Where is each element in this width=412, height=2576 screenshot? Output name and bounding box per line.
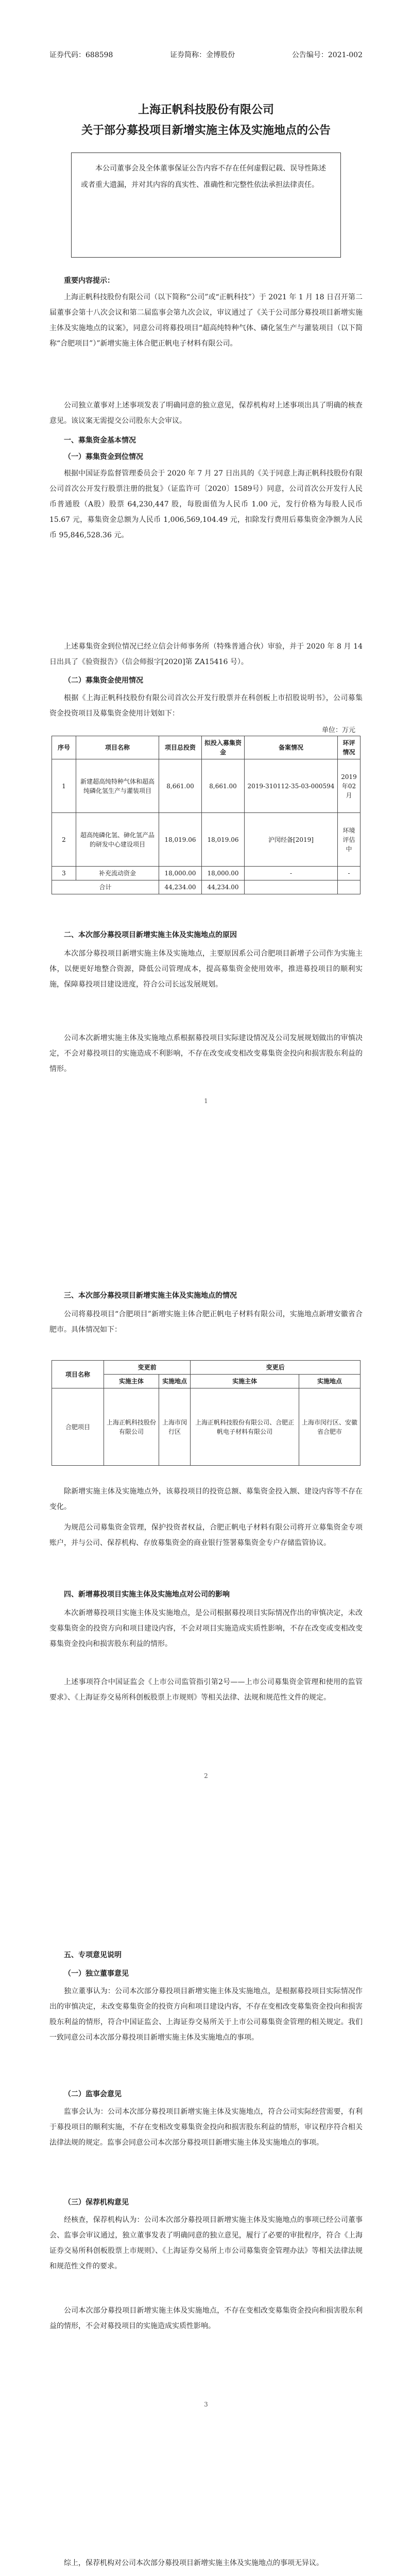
table-cell: 上海正帆科技股份有限公司、合肥正帆电子材料有限公司 [191,1388,299,1466]
table-cell: - [245,867,338,880]
table-cell: 2019年02月 [338,759,360,813]
announcement-no: 公告编号：2021-002 [291,51,363,59]
table-cell: 补充流动资金 [76,867,159,880]
body-paragraph: 公司本次新增实施主体及实施地点系根据募投项目实际建设情况及公司发展规划做出的审慎决定，不会对募投项目的实施造成不利影响，不存在改变或变相改变募集资金投向和损害股东利益的情形。 [49,1034,363,1073]
body-paragraph: 根据《上海正帆科技股份有限公司首次公开发行股票并在科创板上市招股说明书》，公司募集资金投资项目及募集资金使用计划如下： [49,694,363,718]
body-paragraph: 本次部分募投项目新增实施主体及实施地点，主要原因系公司合肥项目新增子公司作为实施主体，以便更好地整合资源，降低公司管理成本，提高募集资金使用效率，推进募投项目的顺利实施，保障募投项目建设进度，符合公司长远发展规划。 [49,950,363,989]
body-paragraph: 公司本次部分募投项目新增实施主体及实施地点，不存在变相改变募集资金投向和损害股东利益的情形，不会对募投项目的实施造成实质性影响。 [49,2307,363,2330]
stock-short-name: 证券简称：金博股份 [170,51,235,59]
intro-paragraph: 上海正帆科技股份有限公司（以下简称“公司”或“正帆科技”）于 2021 年 1 月 18 日召开第二届董事会第十八次会议和第二届监事会第九次会议，审议通过了《关于公司部分募投项目新增实施主体及实施地点的议案》，同意公司将募投项目“超高纯特种气体、磷化氢生产与灌装项目（以下简称“合肥项目”）”新增实施主体合肥正帆电子材料有限公司。 [49,293,363,348]
body-paragraph: 上述募集资金到位情况已经立信会计师事务所（特殊普通合伙）审验，并于 2020 年 8 月 14 日出具了《验资报告》（信会师报字[2020]第 ZA15416 号）。 [49,642,363,666]
table-header: 变更前 [104,1361,191,1375]
table-cell: 18,019.06 [159,813,202,867]
table-cell: 新建超高纯特种气体和超高纯磷化氢生产与灌装项目 [76,759,159,813]
subsection-heading: （二）募集资金使用情况 [64,676,143,685]
section-heading: 五、专项意见说明 [64,1951,122,1959]
body-paragraph: 上述事项符合中国证监会《上市公司监管指引第2号——上市公司募集资金管理和使用的监管要求》、《上海证券交易所科创板股票上市规则》等相关法律、法规和规范性文件的规定。 [49,1678,363,1702]
intro-paragraph: 公司独立董事对上述事项发表了明确同意的独立意见，保荐机构对上述事项出具了明确的核查意见。该议案无需提交公司股东大会审议。 [49,401,363,425]
table-header: 实施地点 [159,1375,191,1388]
table-total-row [52,880,360,894]
unit-label: 单位：万元 [321,726,355,734]
section-heading: 二、本次部分募投项目新增实施主体及实施地点的原因 [64,931,237,939]
table-header: 项目名称 [76,736,159,759]
table-row [52,759,360,813]
table-cell [245,880,338,894]
section-heading: 四、新增募投项目实施主体及实施地点对公司的影响 [64,1590,230,1599]
table-header-row [52,736,360,759]
table-row [52,813,360,867]
header-bar [49,49,363,61]
table-header: 实施主体 [104,1375,159,1388]
subsection-heading: （三）保荐机构意见 [64,2198,129,2207]
body-paragraph: 公司将募投项目“合肥项目”新增实施主体合肥正帆电子材料有限公司，实施地点新增安徽省合肥市。具体情况如下： [49,1310,363,1334]
body-paragraph: 本次新增募投项目实施主体及实施地点，是公司根据募投项目实际情况作出的审慎决定，未改变募集资金的投资方向和项目建设内容，不会对项目实施造成实质性影响，不存在改变或变相改变募集资金投向和损害股东利益的情形。 [49,1609,363,1648]
table-cell: 44,234.00 [159,880,202,894]
table-header-row [52,1361,360,1375]
table-cell: 8,661.00 [159,759,202,813]
body-paragraph: 除新增实施主体及实施地点外，该募投项目的投资总额、募集资金投入额、建设内容等不存在变化。 [49,1487,363,1511]
table-header: 项目总投资 [159,736,202,759]
subsection-heading: （二）监事会意见 [64,2090,122,2098]
table-header: 序号 [52,736,76,759]
subsection-heading: （一）独立董事意见 [64,1970,129,1978]
company-title: 上海正帆科技股份有限公司 [138,103,274,116]
body-paragraph: 独立董事认为：公司本次部分募投项目新增实施主体及实施地点，是根据募投项目实际情况作出的审慎决定，未改变募集资金的投资方向和项目建设内容，不存在变相改变募集资金投向和损害股东利益的情形，符合中国证监会、上海证券交易所关于上市公司募集资金管理的相关规定。我们一致同意公司本次部分募投项目新增实施主体及实施地点的事项。 [49,1987,363,2042]
disclaimer-box: 本公司董事会及全体董事保证公告内容不存在任何虚假记载、误导性陈述或者重大遗漏，并对其内容的真实性、准确性和完整性依法承担法律责任。 [71,152,341,258]
table-cell: 上海正帆科技股份有限公司 [104,1388,159,1466]
table-cell: - [338,867,360,880]
table-cell: 沪闵经备[2019] [245,813,338,867]
table-cell: 18,019.06 [202,813,245,867]
body-paragraph: 综上，保荐机构对公司本次部分募投项目新增实施主体及实施地点的事项无异议。 [64,2559,323,2567]
table-cell: 环境评估中 [338,813,360,867]
table-header: 拟投入募集资金 [202,736,245,759]
section-heading: 一、募集资金基本情况 [64,436,136,445]
table-cell: 2 [52,813,76,867]
investment-table [52,736,360,894]
page-number: 3 [204,2401,208,2408]
table-cell: 上海市闵行区 [159,1388,191,1466]
table-cell: 2019-310112-35-03-000594 [245,759,338,813]
table-row [52,867,360,880]
page-number: 1 [204,1097,208,1105]
table-header: 备案情况 [245,736,338,759]
table-cell: 3 [52,867,76,880]
page-number: 2 [204,1772,208,1780]
table-cell: 超高纯磷化氢、砷化氢产品的研发中心建设项目 [76,813,159,867]
table-header: 环评情况 [338,736,360,759]
intro-heading: 重要内容提示： [64,277,114,285]
change-table [52,1360,360,1466]
subsection-heading: （一）募集资金到位情况 [64,453,143,461]
stock-code: 证券代码：688598 [49,51,113,59]
table-cell: 合计 [52,880,159,894]
body-paragraph: 经核查，保荐机构认为：公司本次部分募投项目新增实施主体及实施地点的事项已经公司董事会、监事会审议通过，独立董事发表了明确同意的独立意见，履行了必要的审批程序，符合《上海证券交易所科创板股票上市规则》、《上海证券交易所上市公司募集资金管理办法》等相关法律法规和规范性文件的要求。 [49,2216,363,2270]
table-cell: 18,000.00 [159,867,202,880]
table-cell: 44,234.00 [202,880,245,894]
table-cell: 1 [52,759,76,813]
body-paragraph: 为规范公司募集资金管理，保护投资者权益，合肥正帆电子材料有限公司将开立募集资金专项账户，并与公司、保荐机构、存放募集资金的商业银行签署募集资金专户存储监管协议。 [49,1523,363,1547]
table-cell: 8,661.00 [202,759,245,813]
table-header: 变更后 [191,1361,360,1375]
announcement-title: 关于部分募投项目新增实施主体及实施地点的公告 [81,124,331,137]
body-paragraph: 根据中国证券监督管理委员会于 2020 年 7 月 27 日出具的《关于同意上海正帆科技股份有限公司首次公开发行股票注册的批复》（证监许可〔2020〕1589号）同意，公司首次公开发行人民币普通股（A股）股票 64,230,447 股，每股面值为人民币 1.00 元，发行价格为每股人民币 15.67 元，募集资金总额为人民币 1,006,569,104.49 元，扣除发行费用后募集资金净额为人民币 95,846,528.36 元。 [49,469,363,539]
table-header: 实施主体 [191,1375,299,1388]
table-header: 项目名称 [52,1361,104,1388]
body-paragraph: 监事会认为：公司本次部分募投项目新增实施主体及实施地点，符合公司实际经营需要，有利于募投项目的顺利实施，不存在变相改变募集资金投向和损害股东利益的情形，审议程序符合相关法律法规的规定。监事会同意公司本次部分募投项目新增实施主体及实施地点的事项。 [49,2108,363,2147]
table-row [52,1388,360,1466]
table-cell: 上海市闵行区、安徽省合肥市 [299,1388,360,1466]
table-cell: 18,000.00 [202,867,245,880]
section-heading: 三、本次部分募投项目新增实施主体及实施地点的情况 [64,1292,237,1300]
table-header: 实施地点 [299,1375,360,1388]
table-cell [338,880,360,894]
table-cell: 合肥项目 [52,1388,104,1466]
